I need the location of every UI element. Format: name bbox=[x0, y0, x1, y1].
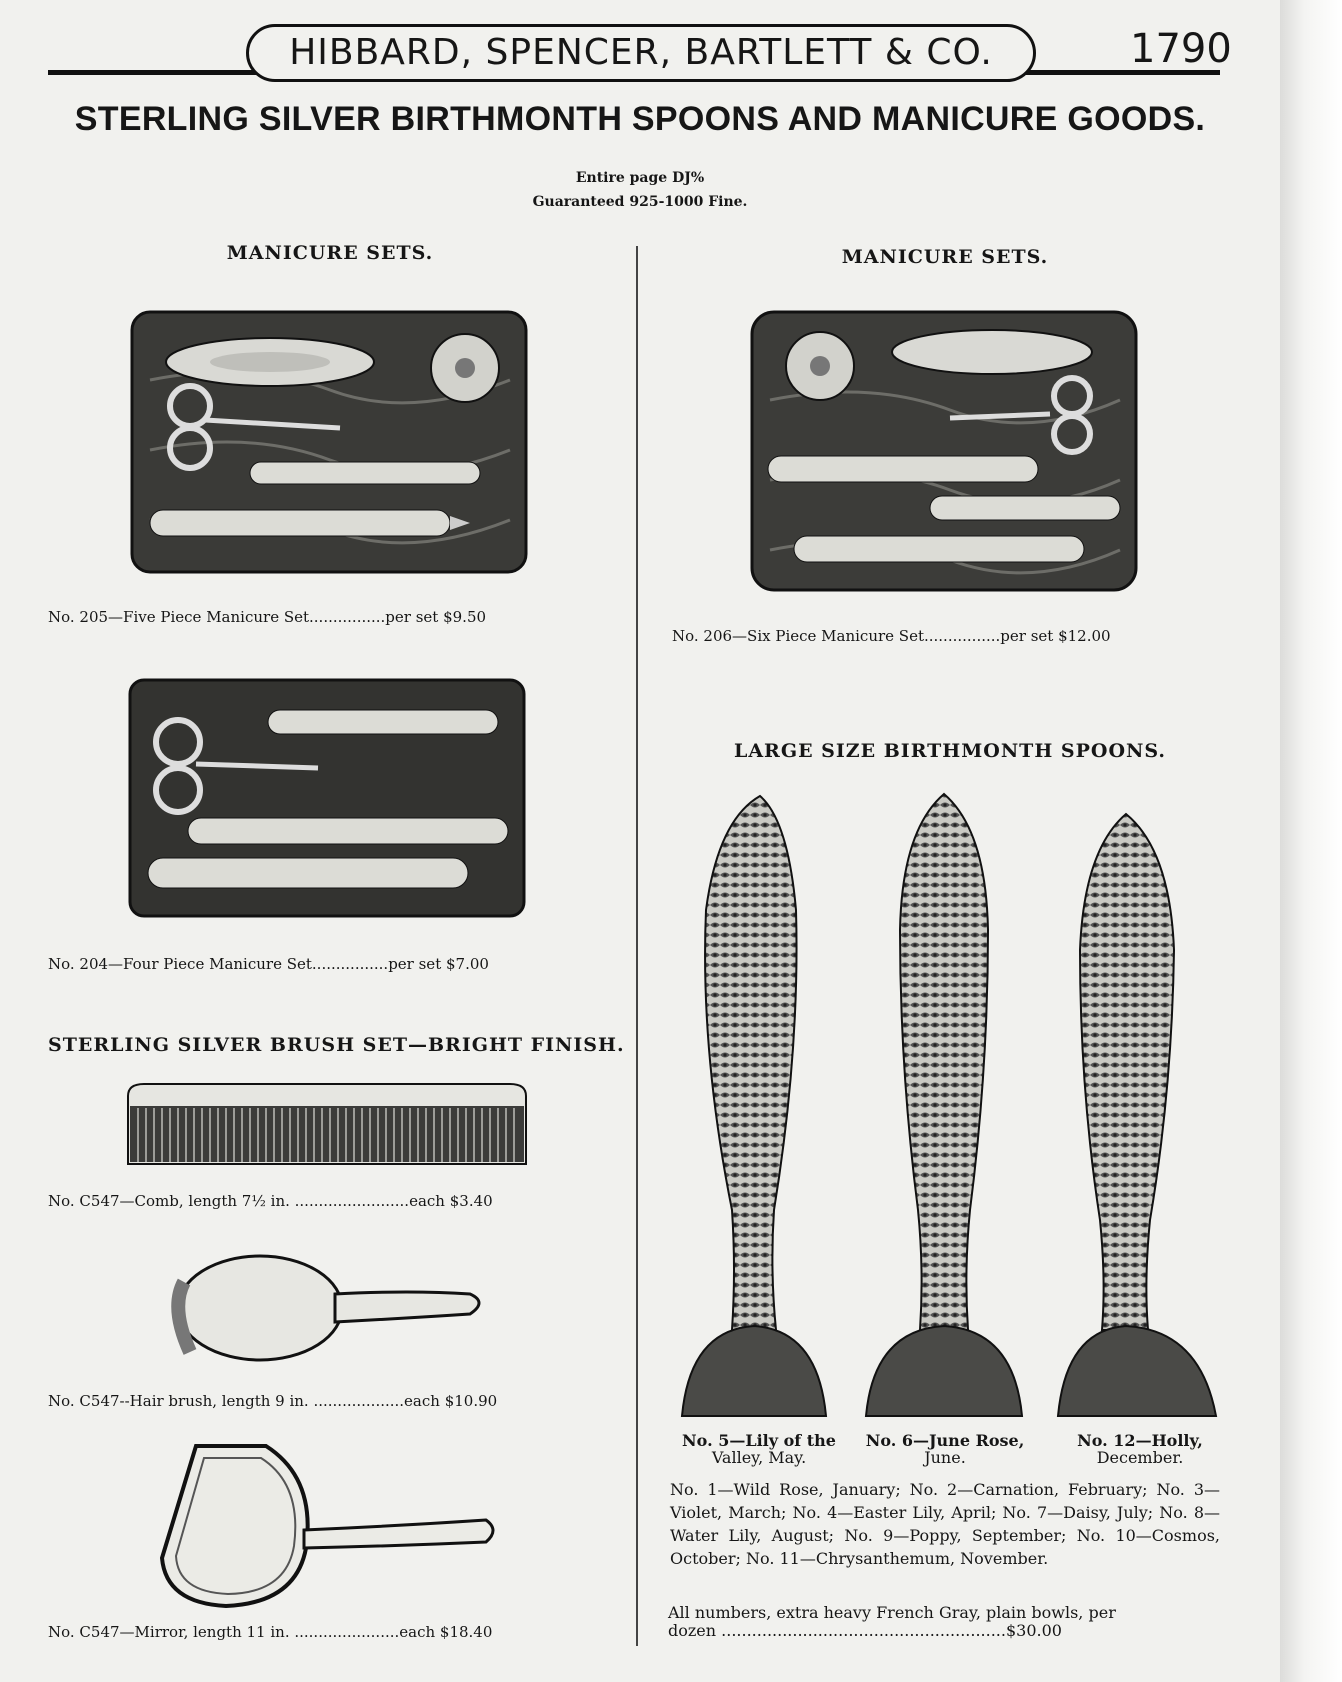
spoon-6-caption bbox=[860, 1432, 1030, 1466]
page-number: 1790 bbox=[1130, 26, 1232, 72]
hair-brush-caption: No. C547--Hair brush, length 9 in. ...................each $10.90 bbox=[48, 1392, 498, 1410]
spoon-5-caption bbox=[670, 1432, 848, 1466]
spoon-5-caption-line2: Valley, May. bbox=[711, 1448, 807, 1467]
spoon-12-caption-line2: December. bbox=[1096, 1448, 1184, 1467]
birthmonth-list: No. 1—Wild Rose, January; No. 2—Carnation, February; No. 3—Violet, March; No. 4—Easter Lily, April; No. 7—Daisy, July; No. 8—Water Lily, August; No. 9—Poppy, September; No. 10—Cosmos, October; No. 11—Chrysanthemum, November. bbox=[670, 1480, 1220, 1568]
spoons-heading: LARGE SIZE BIRTHMONTH SPOONS. bbox=[733, 740, 1167, 762]
page-gutter-shadow bbox=[1280, 0, 1342, 1682]
brush-set-heading: STERLING SILVER BRUSH SET—BRIGHT FINISH. bbox=[48, 1034, 625, 1056]
column-divider bbox=[636, 246, 638, 1646]
spoon-12-caption-line1: No. 12—Holly, bbox=[1077, 1431, 1203, 1450]
spoon-holly bbox=[1058, 814, 1216, 1416]
note-line-1: Entire page DJ% bbox=[575, 170, 705, 186]
four-piece-manicure-set-image bbox=[128, 678, 526, 920]
item-204-caption: No. 204—Four Piece Manicure Set................per set $7.00 bbox=[48, 955, 489, 973]
spoon-6-caption-line2: June. bbox=[924, 1448, 966, 1467]
comb-caption: No. C547—Comb, length 7½ in. ........................each $3.40 bbox=[48, 1192, 493, 1210]
spoon-5-caption-line1: No. 5—Lily of the bbox=[682, 1431, 836, 1450]
spoon-june-rose bbox=[866, 794, 1022, 1416]
left-section-heading: MANICURE SETS. bbox=[226, 242, 434, 264]
note-line-2: Guaranteed 925-1000 Fine. bbox=[532, 194, 748, 210]
item-206-caption: No. 206—Six Piece Manicure Set................per set $12.00 bbox=[672, 627, 1111, 645]
spoon-lily-of-the-valley bbox=[682, 796, 826, 1416]
all-numbers-note bbox=[668, 1604, 1220, 1640]
five-piece-manicure-set-image bbox=[130, 310, 528, 574]
comb-image bbox=[124, 1082, 530, 1168]
page-title: STERLING SILVER BIRTHMONTH SPOONS AND MANICURE GOODS. bbox=[74, 100, 1206, 138]
spoon-6-caption-line1: No. 6—June Rose, bbox=[865, 1431, 1025, 1450]
publisher-name: HIBBARD, SPENCER, BARTLETT & CO. bbox=[246, 24, 1036, 82]
right-section-heading: MANICURE SETS. bbox=[841, 246, 1049, 268]
item-205-caption: No. 205—Five Piece Manicure Set................per set $9.50 bbox=[48, 608, 487, 626]
six-piece-manicure-set-image bbox=[750, 310, 1138, 592]
hair-brush-image bbox=[170, 1242, 490, 1372]
all-numbers-line2: dozen ........................................................$30.00 bbox=[668, 1621, 1062, 1640]
spoon-12-caption bbox=[1060, 1432, 1220, 1466]
mirror-caption: No. C547—Mirror, length 11 in. ......................each $18.40 bbox=[48, 1623, 493, 1641]
all-numbers-line1: All numbers, extra heavy French Gray, plain bowls, per bbox=[668, 1603, 1116, 1622]
hand-mirror-image bbox=[156, 1438, 502, 1614]
birthmonth-spoons-image bbox=[670, 790, 1220, 1426]
